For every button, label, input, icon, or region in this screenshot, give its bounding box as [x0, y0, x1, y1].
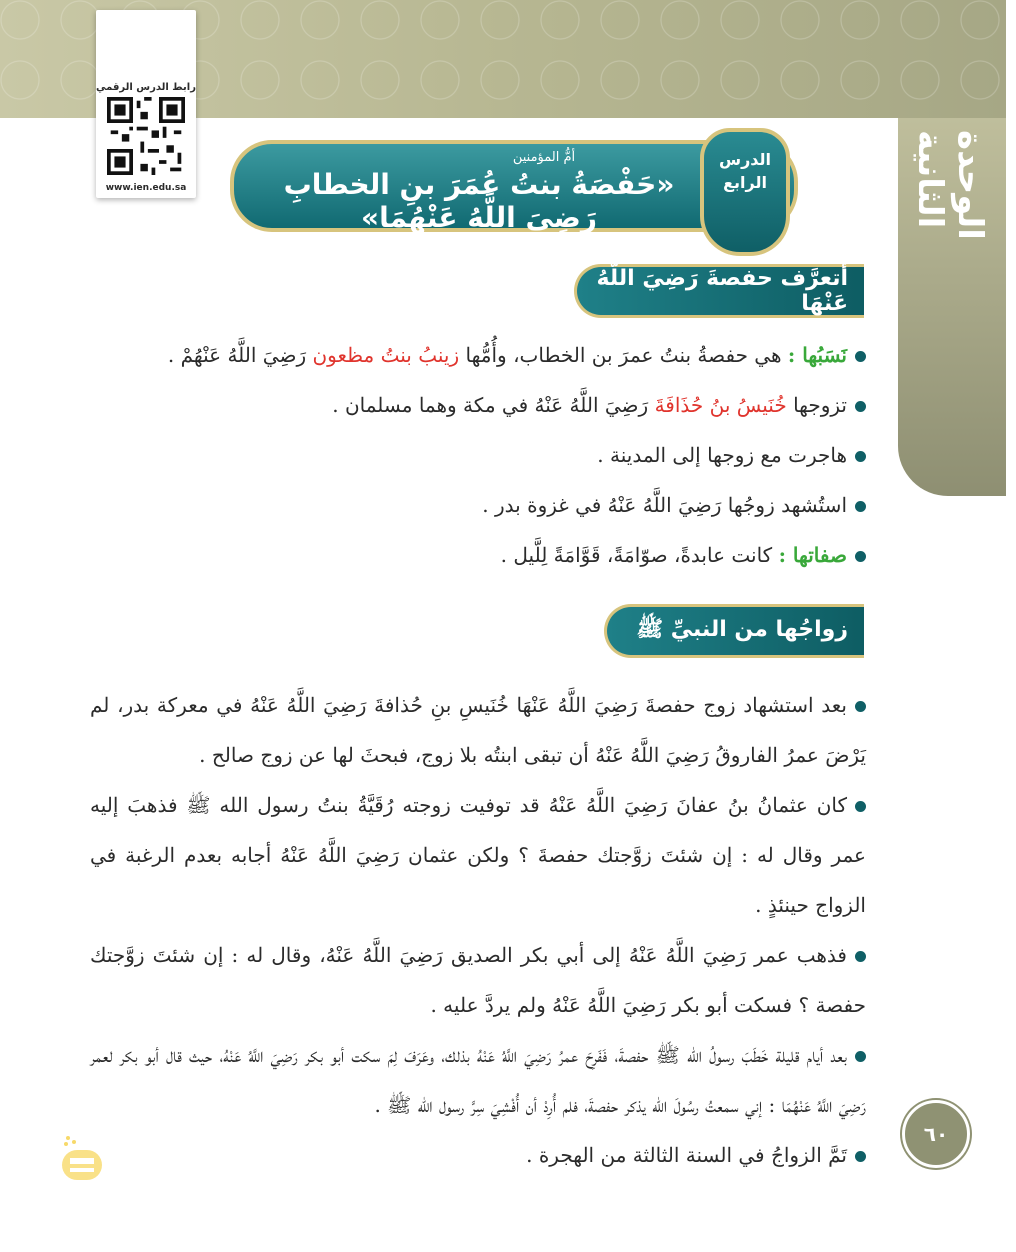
page-number: ٦٠ [902, 1100, 970, 1168]
paragraph: تَمَّ الزواجُ في السنة الثالثة من الهجرة . [90, 1130, 866, 1180]
lineage-label: نَسَبُها : [787, 343, 847, 367]
bullet-icon [855, 951, 866, 962]
publisher-logo-icon [58, 1130, 106, 1186]
paragraph: كان عثمانُ بنُ عفانَ رَضِيَ اللَّهُ عَنْهُ قد توفيت زوجته رُقَيَّةُ بنتُ رسول الله ﷺ فذهبَ إليه عمر وقال له : إن شئتَ زوَّجتك حفصةَ ؟ ولكن عثمان رَضِيَ اللَّهُ عَنْهُ أجابه بعدم الرغبة في الزواج حينئذٍ . [90, 793, 866, 917]
bullet-icon [855, 1051, 866, 1062]
lesson-subtitle: أمُّ المؤمنين [512, 150, 576, 165]
unit-title: الوحدة الثانية [910, 130, 990, 240]
bullet-icon [855, 801, 866, 812]
section-1-content [90, 330, 866, 580]
lesson-tab-line1: الدرس [718, 150, 772, 169]
bullet-icon [855, 551, 866, 562]
section-heading-1-text: أتعرَّف حفصةَ رَضِيَ اللَّهُ عَنْهَا [596, 266, 848, 316]
traits-label: صفاتها : [778, 543, 847, 567]
paragraph: بعد أيام قليلة خَطَبَ رسولُ الله ﷺ حفصةَ، فَفَرِحَ عمرُ رَضِيَ اللَّهُ عَنْهُ بذلك، وعَرَفَ لِمَ سكت أبو بكر رَضِيَ اللَّهُ عَنْهُ، حيث قال أبو بكر لعمر رَضِيَ اللَّهُ عَنْهُمَا : إني سمعتُ رسُولَ الله يذكر حفصةَ، فلم أُرِدْ أن أُفْشِيَ سِرَّ رسول الله ﷺ . [90, 1043, 866, 1117]
lesson-tab-line2: الرابع [723, 173, 767, 192]
paragraph: بعد استشهاد زوج حفصةَ رَضِيَ اللَّهُ عَنْهَا خُنَيسِ بنِ حُذافةَ رَضِيَ اللَّهُ عَنْهُ في معركة بدر، لم يَرْضَ عمرُ الفاروقُ رَضِيَ اللَّهُ عَنْهُ أن تبقى ابنتُه بلا زوج، فبحثَ لها عن زوج صالح . [90, 693, 866, 767]
section-heading-2 [604, 604, 864, 658]
bullet-icon [855, 1151, 866, 1162]
lesson-title: «حَفْصَةُ بنتُ عُمَرَ بنِ الخطابِ رَضِيَ اللَّهُ عَنْهُمَا» [283, 168, 675, 234]
qr-card[interactable] [96, 10, 196, 198]
list-item: تزوجها خُنَيسُ بنُ حُذَافَةَ رَضِيَ اللَّهُ عَنْهُ في مكة وهما مسلمان . [90, 380, 866, 430]
paragraph: فذهب عمر رَضِيَ اللَّهُ عَنْهُ إلى أبي بكر الصديق رَضِيَ اللَّهُ عَنْهُ، وقال له : إن شئتَ زوَّجتك حفصة ؟ فسكت أبو بكر رَضِيَ اللَّهُ عَنْهُ ولم يردَّ عليه . [90, 943, 866, 1017]
qr-url[interactable]: www.ien.edu.sa [105, 183, 187, 193]
bullet-icon [855, 451, 866, 462]
husband-name: خُنَيسُ بنُ حُذَافَةَ [654, 393, 787, 417]
bullet-icon [855, 401, 866, 412]
lesson-number-tab [700, 128, 790, 256]
qr-label: رابط الدرس الرقمي [96, 82, 196, 93]
mother-name: زينبُ بنتُ مظعون [312, 343, 460, 367]
section-heading-2-text: زواجُها من النبيِّ ﷺ [636, 617, 848, 642]
section-heading-1 [574, 264, 864, 318]
qr-code-icon[interactable] [107, 97, 185, 175]
bullet-icon [855, 501, 866, 512]
bullet-icon [855, 701, 866, 712]
bullet-icon [855, 351, 866, 362]
section-2-content [90, 680, 866, 1180]
list-item: استُشهد زوجُها رَضِيَ اللَّهُ عَنْهُ في غزوة بدر . [90, 480, 866, 530]
list-item: هاجرت مع زوجها إلى المدينة . [90, 430, 866, 480]
list-item: صفاتها : كانت عابدةً، صوّامَةً، قَوَّامَةً لِلَّيل . [90, 530, 866, 580]
list-item: نَسَبُها : هي حفصةُ بنتُ عمرَ بن الخطاب، وأُمُّها زينبُ بنتُ مظعون رَضِيَ اللَّهُ عَنْهُمْ . [90, 330, 866, 380]
